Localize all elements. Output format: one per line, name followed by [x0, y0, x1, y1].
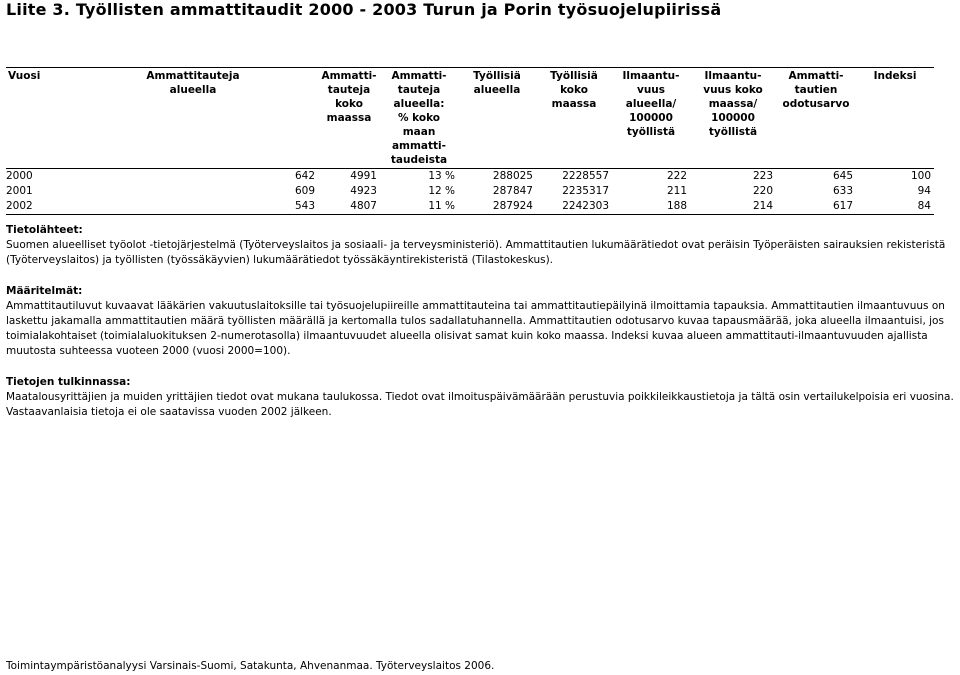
col-header: [68, 68, 318, 169]
col-header-line: tauteja: [397, 84, 441, 96]
col-header-line: maassa: [551, 98, 597, 110]
table-cell: 287924: [458, 199, 536, 215]
col-header-line: Indeksi: [873, 70, 917, 82]
col-header-line: koko: [335, 98, 363, 110]
col-header-line: odotusarvo: [782, 98, 850, 110]
table-cell: 2242303: [536, 199, 612, 215]
table-cell: 214: [690, 199, 776, 215]
table-cell: 188: [612, 199, 690, 215]
col-header-line: Ilmaantu-: [622, 70, 680, 82]
table-cell: 211: [666, 185, 687, 197]
table-cell: 617: [776, 199, 856, 215]
table-cell: 2000: [6, 170, 33, 182]
col-header: [856, 68, 934, 169]
col-header-line: Ammatti-: [391, 70, 447, 82]
interpretation-heading: Tietojen tulkinnassa:: [6, 375, 131, 388]
sources-text: Suomen alueelliset työolot -tietojärjestelmä (Työterveyslaitos ja sosiaali- ja terveysministeriö). Ammattitautien lukumäärätiedot ovat peräisin Työperäisten sairauksien rekisteristä (Työterveyslaitos) ja työllisten (työssäkäyvien) lukumäärätiedot työssäkäyntirekisteristä (Tilastokeskus).: [6, 239, 946, 267]
table-row: [6, 169, 934, 184]
col-header-line: Ilmaantu-: [704, 70, 762, 82]
col-header-line: Ammatti-: [321, 70, 377, 82]
col-header-line: % koko: [397, 112, 440, 124]
table-cell: 11 %: [380, 199, 458, 215]
table-cell: 220: [752, 185, 773, 197]
interpretation-text: Maatalousyrittäjien ja muiden yrittäjien tiedot ovat mukana taulukossa. Tiedot ovat ilmoituspäivämäärään perustuvia poikkileikkaustietoja ja tältä osin vertailukelpoisia eri vuosina. Vastaavanlaisia tietoja ei ole saatavissa vuoden 2002 jälkeen.: [6, 390, 954, 419]
col-header-line: vuus: [636, 84, 666, 96]
notes-section: [6, 223, 956, 420]
occupational-disease-table: [6, 67, 934, 215]
table-cell: 4807: [318, 199, 380, 215]
col-header-line: maassa/: [708, 98, 758, 110]
table-cell: 633: [832, 185, 853, 197]
col-header: [776, 68, 856, 169]
col-header-line: tautien: [794, 84, 838, 96]
table-cell: 642: [294, 170, 315, 182]
table-cell: 2235317: [562, 185, 609, 197]
table-cell: 13 %: [428, 170, 455, 182]
col-header-line: maassa: [326, 112, 372, 124]
col-header-line: Työllisiä: [473, 70, 521, 82]
table-cell: 287847: [492, 185, 533, 197]
col-header-line: Ammatti-: [788, 70, 844, 82]
col-header: [458, 68, 536, 169]
table-cell: 4923: [350, 185, 377, 197]
table-cell: 94: [917, 185, 931, 197]
col-header-line: alueella: [473, 84, 521, 96]
table-cell: 645: [832, 170, 853, 182]
table-cell: 543: [68, 199, 318, 215]
table-cell: 288025: [492, 170, 533, 182]
col-header-line: työllistä: [708, 126, 758, 138]
table-cell: 2228557: [562, 170, 609, 182]
table-cell: 609: [294, 185, 315, 197]
table-cell: 2002: [6, 199, 68, 215]
col-header: [318, 68, 380, 169]
col-header-line: alueella:: [393, 98, 445, 110]
col-header-line: 100000: [629, 112, 673, 124]
table-cell: 12 %: [428, 185, 455, 197]
col-header-line: Vuosi: [8, 70, 41, 82]
table-cell: 100: [910, 170, 931, 182]
col-header-line: koko: [560, 84, 588, 96]
col-header-line: alueella: [169, 84, 217, 96]
col-header-line: maan: [402, 126, 436, 138]
col-header-line: Ammattitauteja: [146, 70, 240, 82]
table-cell: 84: [856, 199, 934, 215]
col-header-line: työllistä: [626, 126, 676, 138]
col-header: [612, 68, 690, 169]
page-title: Liite 3. Työllisten ammattitaudit 2000 - 2003 Turun ja Porin työsuojelupiirissä: [6, 0, 722, 19]
col-header-line: tauteja: [327, 84, 371, 96]
col-header: [6, 68, 68, 169]
definitions-text: Ammattitautiluvut kuvaavat lääkärien vakuutuslaitoksille tai työsuojelupiireille ammattitauteina tai ammattitautiepäilyinä ilmoittamia tapauksia. Ammattitautien ilmaantuvuus on laskettu jakamalla ammattitautien määrä työllisten määrällä ja kertomalla tulos sadallatuhannella. Ammattitautien odotusarvo kuvaa tapausmäärää, joka alueella ilmaantuisi, jos toimialakohtaiset (toimialaluokituksen 2-numerotasolla) ilmaantuvuudet alueella olisivat samat kuin koko maassa. Indeksi kuvaa alueen ammattitauti-ilmaantuvuuden ajallista muutosta suhteessa vuoteen 2000 (vuosi 2000=100).: [6, 299, 945, 358]
footer-source: Toimintaympäristöanalyysi Varsinais-Suomi, Satakunta, Ahvenanmaa. Työterveyslaitos 2006.: [6, 660, 495, 672]
col-header: [380, 68, 458, 169]
col-header-line: taudeista: [390, 154, 448, 166]
table-cell: 4991: [350, 170, 377, 182]
table-row: [6, 199, 934, 215]
col-header-line: vuus koko: [703, 84, 763, 96]
table-header-row: [6, 68, 934, 169]
table-cell: 2001: [6, 185, 33, 197]
sources-heading: Tietolähteet:: [6, 224, 83, 236]
table-cell: 222: [666, 170, 687, 182]
table-row: [6, 184, 934, 199]
col-header: [536, 68, 612, 169]
col-header-line: ammatti-: [391, 140, 447, 152]
col-header-line: alueella/: [625, 98, 677, 110]
col-header: [690, 68, 776, 169]
table-cell: 223: [752, 170, 773, 182]
col-header-line: Työllisiä: [550, 70, 598, 82]
col-header-line: 100000: [711, 112, 755, 124]
definitions-heading: Määritelmät:: [6, 284, 83, 297]
